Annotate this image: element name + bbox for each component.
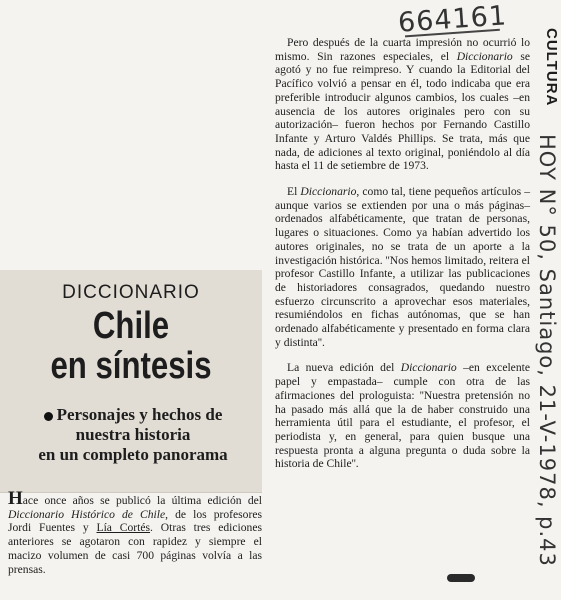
headline-line: Chile xyxy=(92,305,170,347)
book-title: Diccionario xyxy=(400,361,457,375)
subheadline xyxy=(8,405,258,465)
drop-cap: H xyxy=(8,488,23,509)
subhead-line: Personajes y hechos de xyxy=(8,405,258,425)
archive-number: 664161 xyxy=(397,0,509,39)
handwritten-citation: HOY N° 50, Santiago, 21-V-1978, p.43 xyxy=(535,134,559,567)
article-left-column xyxy=(8,488,262,576)
subhead-line: en un completo panorama xyxy=(38,445,228,464)
book-title: Diccionario Histórico de Chile xyxy=(8,507,166,521)
headline-block xyxy=(0,270,262,493)
book-title: Diccionario xyxy=(456,49,513,63)
article-right-column xyxy=(275,36,530,483)
headline xyxy=(24,306,239,386)
author-name: Lía Cortés xyxy=(96,521,151,535)
subhead-line: nuestra historia xyxy=(75,425,191,444)
book-title: Diccionario xyxy=(300,185,357,199)
paragraph: Hace once años se publicó la última edición del Diccionario Histórico de Chile, de los profesores Jordi Fuentes y Lía Cortés. Otras tres ediciones anteriores se agotaron con rapidez y siempre el macizo volumen de casi 700 páginas volvía a las prensas. xyxy=(8,488,262,576)
paragraph: La nueva edición del Diccionario –en excelente papel y empastada– cumple con otra de las afirmaciones del prologuista: ''Nuestra pretensión no ha pasado más allá que la de haber construido una herramienta útil para el estudiante, el profesor, el periodista y, en general, para quien busque una respuesta pronta a alguna pregunta o duda sobre la historia de Chile''. xyxy=(275,361,530,471)
section-label: CULTURA xyxy=(543,28,560,107)
kicker: DICCIONARIO xyxy=(62,282,200,303)
headline-line: en síntesis xyxy=(50,345,212,387)
end-mark-icon xyxy=(447,574,475,582)
paragraph: Pero después de la cuarta impresión no ocurrió lo mismo. Sin razones especiales, el Diccionario se agotó y no fue reimpreso. Y cuando la Editorial del Pacífico volvió a pensar en él, todo indicaba que era preferible introducir algunos cambios, los cuales –en ausencia de los autores originales pero con su autorización– fueron hechos por Fernando Castillo Infante y Arturo Valdés Phillips. Se trata, más que nada, de adiciones al texto original, poniéndolo al día hasta el 11 de setiembre de 1973. xyxy=(275,36,530,173)
paragraph: El Diccionario, como tal, tiene pequeños artículos –aunque varios se extienden por una o más páginas– ordenados alfabéticamente, que tratan de personas, lugares o situaciones. Como ya habían advertido los autores originales, no se trata de un aporte a la investigación histórica. ''Nos hemos limitado, reitera el profesor Castillo Infante, a utilizar las publicaciones de historiadores consagrados, quedando nuestro esfuerzo circunscrito a aprovechar esos materiales, resumiéndolos en fichas autónomas, que se han ordenado alfabéticamente y presentado en forma clara y distinta''. xyxy=(275,185,530,349)
bullet-icon xyxy=(44,412,53,421)
